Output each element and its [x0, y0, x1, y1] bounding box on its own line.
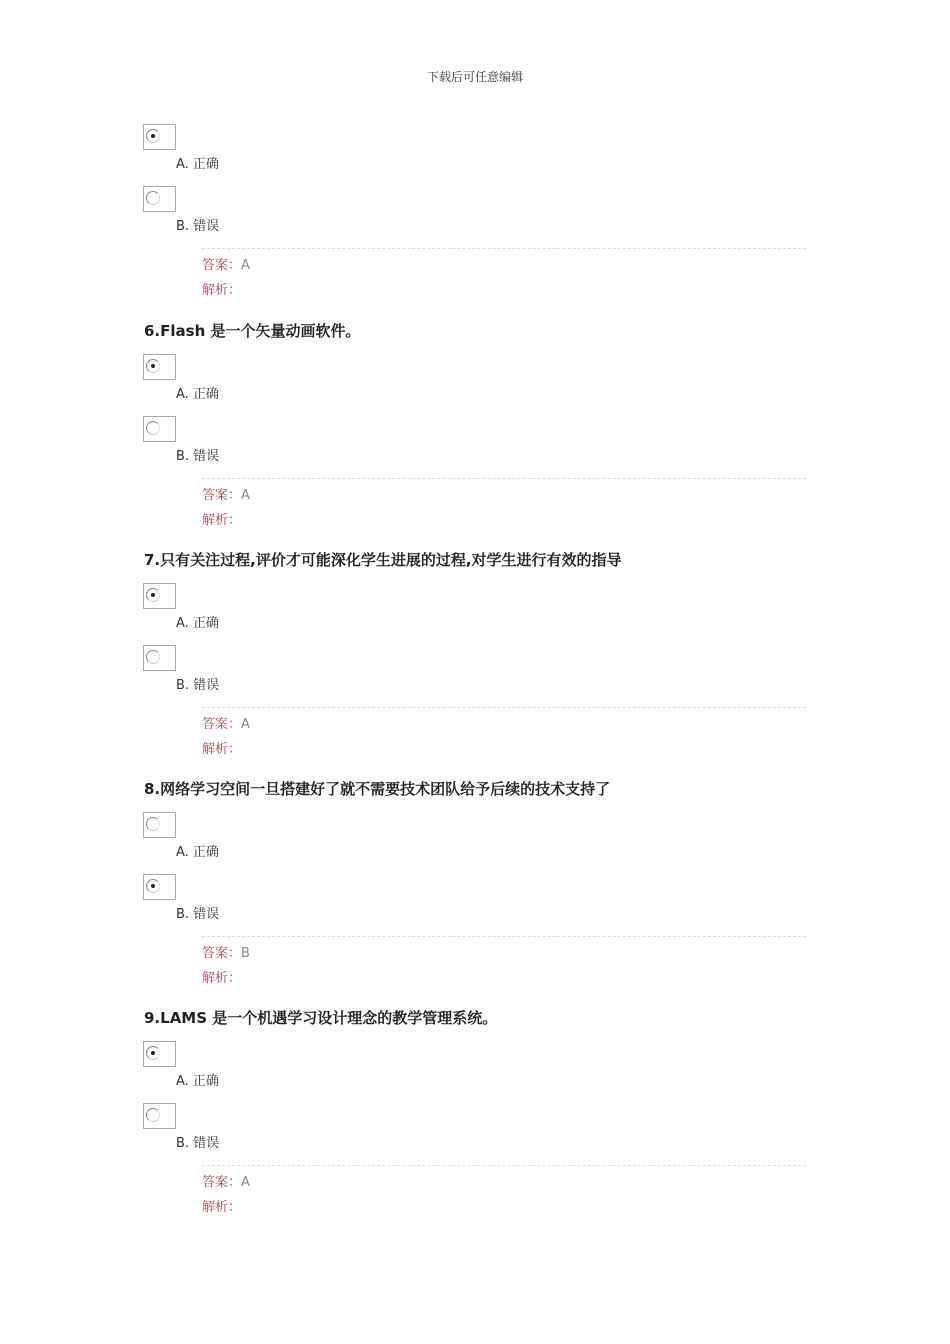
divider: [202, 707, 806, 708]
option-b-label: B. 错误: [176, 449, 220, 464]
analysis-label: 解析：: [202, 513, 242, 528]
answer-label: 答案：: [202, 258, 242, 273]
option-b-radio[interactable]: [143, 186, 176, 212]
option-b-radio[interactable]: [143, 416, 176, 442]
answer-label: 答案：: [202, 1175, 242, 1190]
answer-value: A: [241, 717, 250, 732]
option-a-label: A. 正确: [176, 845, 219, 860]
option-b-label: B. 错误: [176, 678, 220, 693]
option-a-radio[interactable]: [143, 583, 176, 609]
option-a-label: A. 正确: [176, 387, 219, 402]
answer-value: A: [241, 488, 250, 503]
page-header: 下载后可任意编辑: [426, 70, 523, 84]
radio-icon: [146, 191, 160, 205]
answer-value: B: [241, 946, 250, 961]
option-a-label: A. 正确: [176, 157, 219, 172]
question-title: 9.LAMS 是一个机遇学习设计理念的教学管理系统。: [144, 1009, 498, 1027]
answer-line: [202, 1171, 250, 1190]
radio-icon: [146, 1108, 160, 1122]
answer-value: A: [241, 1175, 250, 1190]
analysis-label: 解析：: [202, 283, 242, 298]
option-a-radio[interactable]: [143, 812, 176, 838]
option-b-radio[interactable]: [143, 645, 176, 671]
analysis-line: [202, 1196, 241, 1215]
answer-label: 答案：: [202, 488, 242, 503]
option-b-radio[interactable]: [143, 874, 176, 900]
option-b-label: B. 错误: [176, 1136, 220, 1151]
radio-icon: [146, 650, 160, 664]
analysis-line: [202, 509, 241, 528]
analysis-line: [202, 738, 241, 757]
option-b-radio[interactable]: [143, 1103, 176, 1129]
question-title: 7.只有关注过程,评价才可能深化学生进展的过程,对学生进行有效的指导: [144, 551, 622, 569]
answer-label: 答案：: [202, 717, 242, 732]
radio-icon: [146, 359, 160, 373]
analysis-label: 解析：: [202, 971, 242, 986]
option-a-label: A. 正确: [176, 1074, 219, 1089]
radio-icon: [146, 588, 160, 602]
analysis-label: 解析：: [202, 1200, 242, 1215]
option-a-radio[interactable]: [143, 354, 176, 380]
radio-icon: [146, 129, 160, 143]
question-title: 8.网络学习空间一旦搭建好了就不需要技术团队给予后续的技术支持了: [144, 780, 611, 798]
answer-line: [202, 942, 250, 961]
radio-icon: [146, 421, 160, 435]
divider: [202, 478, 806, 479]
option-a-radio[interactable]: [143, 1041, 176, 1067]
divider: [202, 1165, 806, 1166]
option-b-label: B. 错误: [176, 907, 220, 922]
radio-icon: [146, 879, 160, 893]
answer-label: 答案：: [202, 946, 242, 961]
option-a-label: A. 正确: [176, 616, 219, 631]
answer-value: A: [241, 258, 250, 273]
analysis-label: 解析：: [202, 742, 242, 757]
analysis-line: [202, 279, 241, 298]
radio-icon: [146, 817, 160, 831]
option-b-label: B. 错误: [176, 219, 220, 234]
option-a-radio[interactable]: [143, 124, 176, 150]
answer-line: [202, 484, 250, 503]
question-title: 6.Flash 是一个矢量动画软件。: [144, 322, 361, 340]
radio-icon: [146, 1046, 160, 1060]
answer-line: [202, 254, 250, 273]
divider: [202, 936, 806, 937]
answer-line: [202, 713, 250, 732]
analysis-line: [202, 967, 241, 986]
divider: [202, 248, 806, 249]
